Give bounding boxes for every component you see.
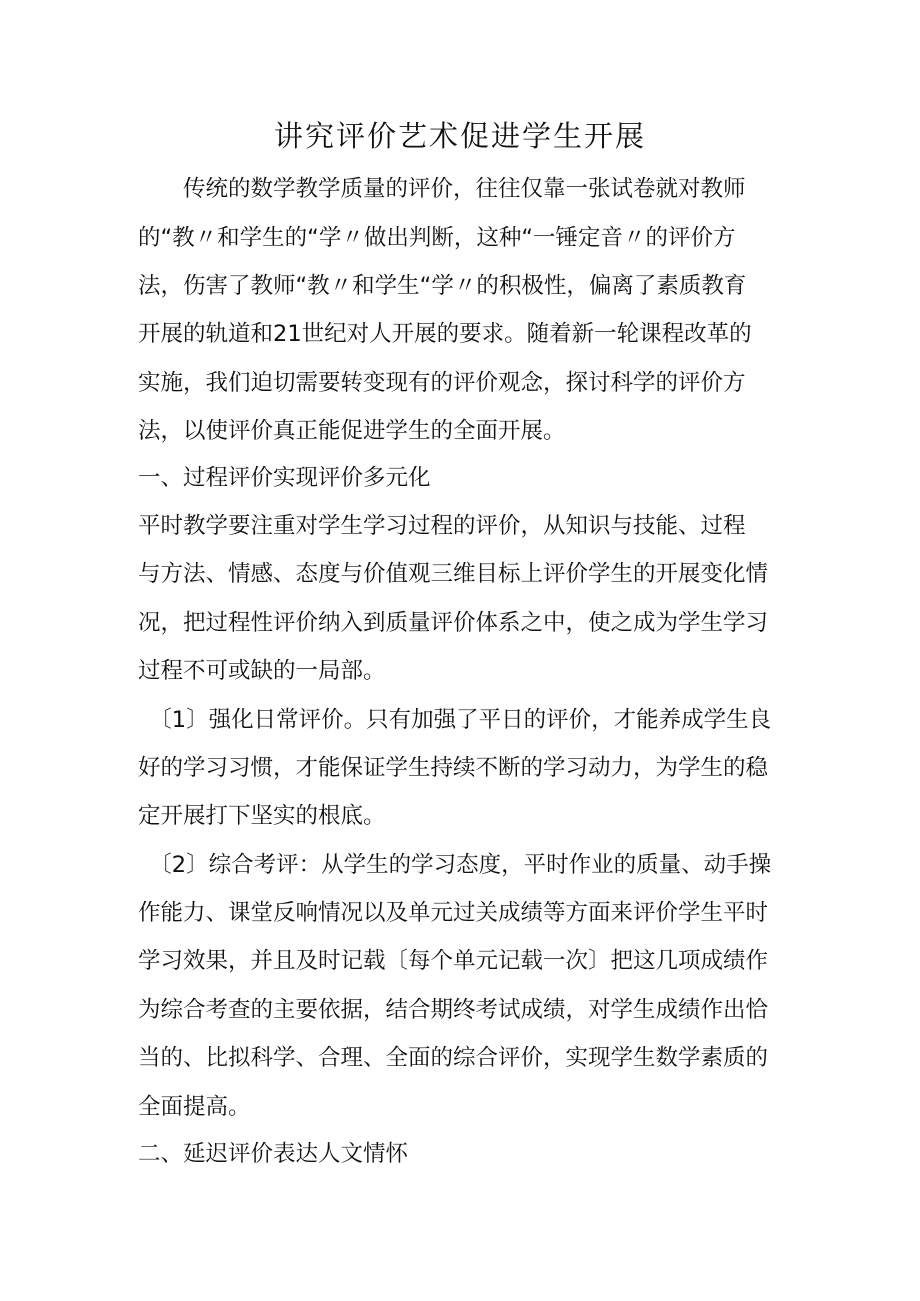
paragraph-line: 当的、比拟科学、合理、全面的综合评价，实现学生数学素质的 [138,1045,769,1071]
paragraph-line: 开展的轨道和21世纪对人开展的要求。随着新一轮课程改革的 [138,321,752,347]
paragraph-line: 过程不可或缺的一局部。 [138,658,386,684]
section-heading: 二、延迟评价表达人文情怀 [138,1141,409,1167]
paragraph-line: 传统的数学教学质量的评价，往往仅靠一张试卷就对教师 [138,176,746,202]
paragraph-line: 平时教学要注重对学生学习过程的评价，从知识与技能、过程 [138,513,746,539]
paragraph-line: 全面提高。 [138,1094,251,1120]
paragraph-line: 好的学习习惯，才能保证学生持续不断的学习动力，为学生的稳 [138,755,769,781]
document-title: 讲究评价艺术促进学生开展 [273,119,646,153]
paragraph-line: 为综合考查的主要依据，结合期终考试成绩，对学生成绩作出恰 [138,997,769,1023]
section-heading: 一、过程评价实现评价多元化 [138,465,431,491]
paragraph-line: 法，伤害了教师“教〃和学生“学〃的积极性，偏离了素质教育 [138,273,747,299]
paragraph-line: 的“教〃和学生的“学〃做出判断，这种“一锤定音〃的评价方 [138,225,736,251]
paragraph-line: 学习效果，并且及时记载〔每个单元记载一次〕把这几项成绩作 [138,948,769,974]
paragraph-line: 况，把过程性评价纳入到质量评价体系之中，使之成为学生学习 [138,610,769,636]
paragraph-line: 〔1〕强化日常评价。只有加强了平日的评价，才能养成学生良 [138,707,772,733]
paragraph-line: 〔2〕综合考评：从学生的学习态度，平时作业的质量、动手操 [138,852,772,878]
paragraph-line: 定开展打下坚实的根底。 [138,803,386,829]
paragraph-line: 作能力、课堂反响情况以及单元过关成绩等方面来评价学生平时 [138,900,769,926]
paragraph-line: 与方法、情感、态度与价值观三维目标上评价学生的开展变化情 [138,561,769,587]
paragraph-line: 实施，我们迫切需要转变现有的评价观念，探讨科学的评价方 [138,370,746,396]
paragraph-line: 法，以使评价真正能促进学生的全面开展。 [138,418,566,444]
